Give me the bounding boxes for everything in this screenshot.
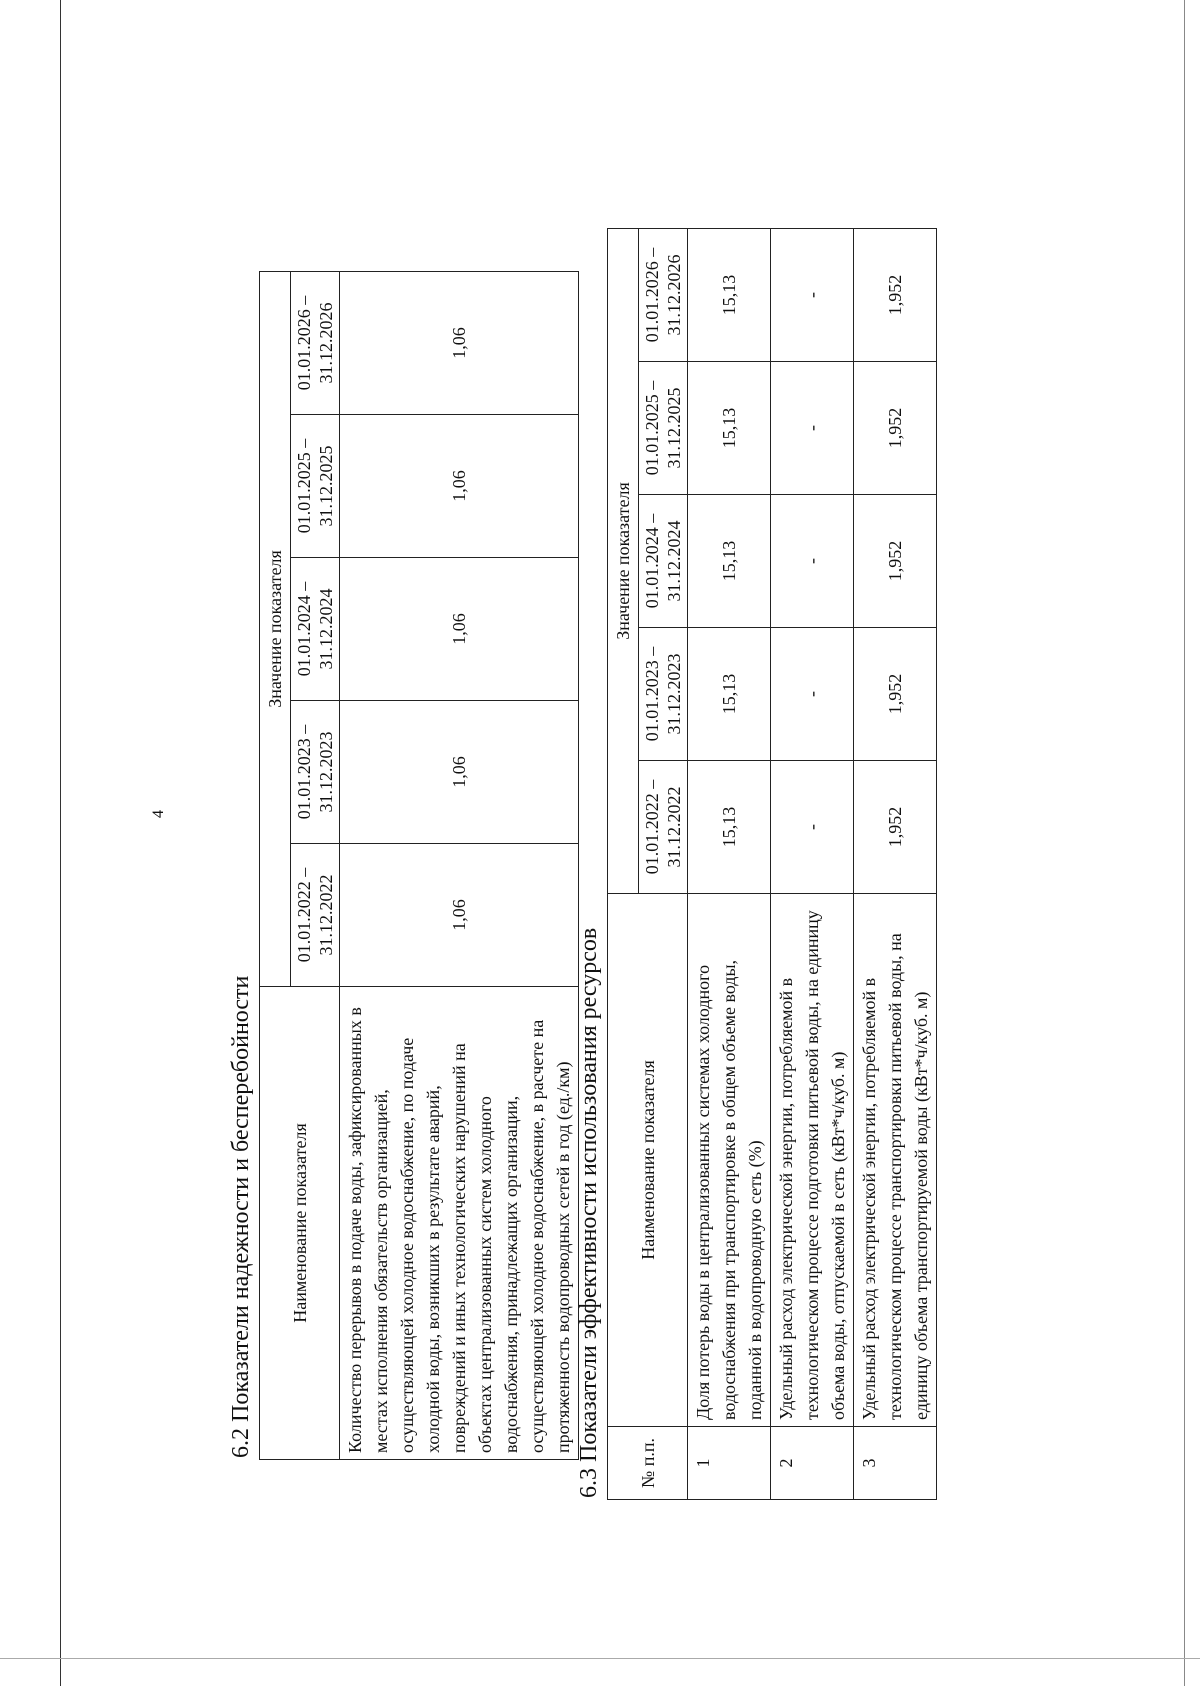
indicator-value: 1,952 <box>854 362 937 495</box>
indicator-value: 1,06 <box>340 272 579 415</box>
section-reliability <box>228 80 579 1460</box>
period-header: 01.01.2026 – 31.12.2026 <box>291 272 340 415</box>
period-header: 01.01.2023 – 31.12.2023 <box>291 701 340 844</box>
indicator-value: 1,06 <box>340 558 579 701</box>
period-header: 01.01.2025 – 31.12.2025 <box>291 415 340 558</box>
indicator-name: Количество перерывов в подаче воды, зафиксированных в местах исполнения обязательств организацией, осуществляющей холодное водоснабжение, по подаче холодной воды, возникших в результате аварий, повреждений и иных технологических нарушений на объектах централизованных систем холодного водоснабжения, принадлежащих организации, осуществляющей холодное водоснабжение, в расчете на протяженность водопроводных сетей в год (ед./км) <box>340 987 579 1460</box>
indicator-value: 1,952 <box>854 761 937 894</box>
name-header: Наименование показателя <box>260 987 340 1460</box>
page-edge-left <box>60 0 61 1686</box>
value-header: Значение показателя <box>608 229 639 894</box>
indicator-value: - <box>771 628 854 761</box>
indicator-value: 1,06 <box>340 844 579 987</box>
section-title: 6.3 Показатели эффективности использования ресурсов <box>576 927 602 1498</box>
reliability-table <box>259 271 579 1460</box>
indicator-value: - <box>771 362 854 495</box>
indicator-value: 1,952 <box>854 628 937 761</box>
table-row <box>688 229 771 1500</box>
page-number: 4 <box>150 810 167 818</box>
indicator-name: Доля потерь воды в централизованных системах холодного водоснабжения при транспортировке в общем объеме воды, поданной в водопроводную сеть (%) <box>688 894 771 1427</box>
name-header: Наименование показателя <box>608 894 688 1427</box>
value-header: Значение показателя <box>260 272 291 987</box>
efficiency-table <box>607 228 937 1500</box>
indicator-value: 15,13 <box>688 628 771 761</box>
period-header: 01.01.2026 – 31.12.2026 <box>639 229 688 362</box>
indicator-value: 1,06 <box>340 701 579 844</box>
indicator-value: 15,13 <box>688 362 771 495</box>
page-edge-right <box>1184 0 1185 1686</box>
indicator-name: Удельный расход электрической энергии, потребляемой в технологическом процессе транспортировки питьевой воды, на единицу объема транспортируемой воды (кВт*ч/куб. м) <box>854 894 937 1427</box>
table-row <box>340 272 579 1460</box>
indicator-value: 1,952 <box>854 495 937 628</box>
num-header: № п.п. <box>608 1427 688 1500</box>
row-number: 3 <box>854 1427 937 1500</box>
period-header: 01.01.2025 – 31.12.2025 <box>639 362 688 495</box>
period-header: 01.01.2024 – 31.12.2024 <box>639 495 688 628</box>
section-efficiency <box>576 80 937 1500</box>
table-row <box>771 229 854 1500</box>
section-title: 6.2 Показатели надежности и бесперебойности <box>228 975 254 1458</box>
table-row <box>854 229 937 1500</box>
indicator-value: - <box>771 495 854 628</box>
indicator-value: 15,13 <box>688 495 771 628</box>
row-number: 2 <box>771 1427 854 1500</box>
indicator-value: 1,06 <box>340 415 579 558</box>
period-header: 01.01.2022 – 31.12.2022 <box>639 761 688 894</box>
indicator-value: 15,13 <box>688 761 771 894</box>
indicator-value: - <box>771 761 854 894</box>
indicator-value: 1,952 <box>854 229 937 362</box>
period-header: 01.01.2024 – 31.12.2024 <box>291 558 340 701</box>
row-number: 1 <box>688 1427 771 1500</box>
page-edge-bottom <box>0 1658 1200 1659</box>
indicator-value: - <box>771 229 854 362</box>
period-header: 01.01.2022 – 31.12.2022 <box>291 844 340 987</box>
indicator-name: Удельный расход электрической энергии, потребляемой в технологическом процессе подготовки питьевой воды, на единицу объема воды, отпускаемой в сеть (кВт*ч/куб. м) <box>771 894 854 1427</box>
indicator-value: 15,13 <box>688 229 771 362</box>
period-header: 01.01.2023 – 31.12.2023 <box>639 628 688 761</box>
